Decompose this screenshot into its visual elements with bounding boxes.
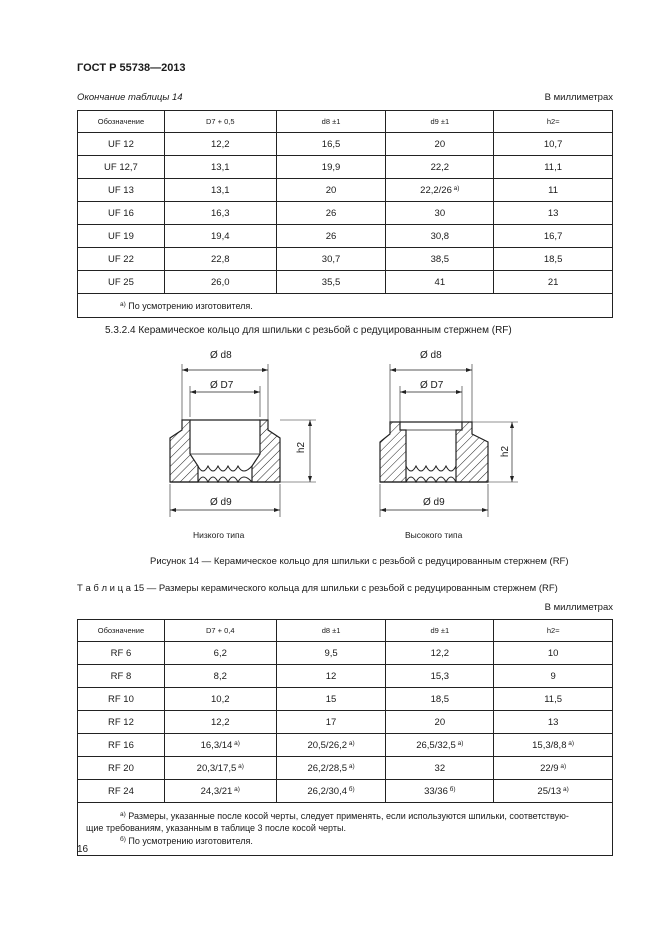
table-row xyxy=(78,133,613,156)
table-cell: 20 xyxy=(386,133,494,156)
table-cell: 32 xyxy=(386,757,494,780)
table-row xyxy=(78,271,613,294)
table-cell: 18,5 xyxy=(386,688,494,711)
table15-col-D7: D7 + 0,4 xyxy=(164,620,276,642)
table-cell: 16,7 xyxy=(494,225,613,248)
table14-col-h2: h2≈ xyxy=(494,111,613,133)
table-row xyxy=(78,202,613,225)
ring-high-type xyxy=(380,364,518,517)
table-cell: 30,8 xyxy=(386,225,494,248)
table-cell: RF 10 xyxy=(78,688,165,711)
table14-header-row xyxy=(78,111,613,133)
table-row xyxy=(78,757,613,780)
table14-body xyxy=(78,133,613,294)
table14-col-designation: Обозначение xyxy=(78,111,165,133)
dim-label-text: h2 xyxy=(296,441,308,454)
footnote-ref: a) xyxy=(561,785,569,793)
document-header: ГОСТ Р 55738—2013 xyxy=(77,62,186,74)
table-cell: 16,3 xyxy=(164,202,276,225)
low-dim-h2-label xyxy=(296,442,307,453)
table-cell: 22,2 xyxy=(386,156,494,179)
ring-low-type xyxy=(170,364,316,517)
table-cell: 20 xyxy=(276,179,386,202)
ring-wall-left xyxy=(380,422,406,482)
table-cell: 18,5 xyxy=(494,248,613,271)
section-title: 5.3.2.4 Керамическое кольцо для шпильки с резьбой с редуцированным стержнем (RF) xyxy=(105,325,512,336)
table14-footnote-text: По усмотрению изготовителя. xyxy=(128,300,253,311)
table-cell: 26 xyxy=(276,225,386,248)
table14 xyxy=(77,110,613,318)
table-row xyxy=(78,642,613,665)
table-cell: 33/36 $^{б)}$ xyxy=(386,780,494,803)
table15-footnotes xyxy=(78,803,613,856)
table-row xyxy=(78,780,613,803)
table15 xyxy=(77,619,613,856)
table-row xyxy=(78,179,613,202)
table-cell: 10 xyxy=(494,642,613,665)
dim-label-text: h2 xyxy=(500,445,512,458)
table-cell: 12,2 xyxy=(164,711,276,734)
table14-footnote xyxy=(78,294,613,318)
table14-caption: Окончание таблицы 14 xyxy=(77,92,183,103)
high-dim-h2-label xyxy=(500,446,511,457)
table15-caption: Т а б л и ц а 15 — Размеры керамического кольца для шпильки с резьбой с редуцированным стержнем (RF) xyxy=(77,583,558,594)
table-cell: 30,7 xyxy=(276,248,386,271)
table-row xyxy=(78,665,613,688)
table-cell: RF 6 xyxy=(78,642,165,665)
table-cell: 15,3/8,8 $^{a)}$ xyxy=(494,734,613,757)
dim-label-text: Ø D7 xyxy=(420,380,444,391)
ring-wall-left xyxy=(170,420,198,482)
table15-col-d8: d8 ±1 xyxy=(276,620,386,642)
figure-label-low-type: Низкого типа xyxy=(193,530,245,540)
table-cell: 19,4 xyxy=(164,225,276,248)
table-row xyxy=(78,225,613,248)
table-cell: 12,2 xyxy=(164,133,276,156)
table-cell: 13,1 xyxy=(164,156,276,179)
table-cell: 11,5 xyxy=(494,688,613,711)
table-cell: 16,3/14 $^{a)}$ xyxy=(164,734,276,757)
table15-footnote-row xyxy=(78,803,613,856)
table-cell: 26 xyxy=(276,202,386,225)
table15-col-h2: h2≈ xyxy=(494,620,613,642)
ring-serration-bottom xyxy=(198,477,252,482)
table-cell: 10,7 xyxy=(494,133,613,156)
dim-label-text: Ø D7 xyxy=(210,380,234,391)
footnote-text: Размеры, указанные после косой черты, следует применять, если используются шпильки, соответствую- xyxy=(128,811,569,821)
table-cell: 12 xyxy=(276,665,386,688)
table-cell: 16,5 xyxy=(276,133,386,156)
footnote-text: По усмотрению изготовителя. xyxy=(128,836,253,846)
table-row xyxy=(78,156,613,179)
table-cell: 13 xyxy=(494,202,613,225)
table-cell: 11,1 xyxy=(494,156,613,179)
table15-header-row xyxy=(78,620,613,642)
table-cell: 38,5 xyxy=(386,248,494,271)
footnote-ref: a) xyxy=(232,785,240,793)
table-cell: 22/9 $^{a)}$ xyxy=(494,757,613,780)
table15-footnote-a-cont: щие требованиям, указанным в таблице 3 после косой черты. xyxy=(86,823,346,833)
low-dim-d8-label xyxy=(210,350,232,361)
table-cell: 10,2 xyxy=(164,688,276,711)
ring-wall-right xyxy=(456,422,488,482)
table-cell: UF 12,7 xyxy=(78,156,165,179)
table-cell: 9,5 xyxy=(276,642,386,665)
footnote-ref: б) xyxy=(447,785,456,793)
table-cell: 9 xyxy=(494,665,613,688)
table-cell: UF 19 xyxy=(78,225,165,248)
table-cell: 26,5/32,5 $^{a)}$ xyxy=(386,734,494,757)
table14-col-d9: d9 ±1 xyxy=(386,111,494,133)
table14-col-D7: D7 + 0,5 xyxy=(164,111,276,133)
table-cell: 41 xyxy=(386,271,494,294)
table-cell: 19,9 xyxy=(276,156,386,179)
table-cell: UF 13 xyxy=(78,179,165,202)
table-cell: UF 25 xyxy=(78,271,165,294)
footnote-ref: a) xyxy=(455,739,464,747)
table-cell: 25/13 $^{a)}$ xyxy=(494,780,613,803)
table-cell: 26,2/30,4 $^{б)}$ xyxy=(276,780,386,803)
table-cell: 8,2 xyxy=(164,665,276,688)
table-cell: 20 xyxy=(386,711,494,734)
table-cell: 12,2 xyxy=(386,642,494,665)
footnote-ref: a) xyxy=(566,739,575,747)
table-cell: UF 16 xyxy=(78,202,165,225)
page-number: 16 xyxy=(77,844,89,855)
high-dim-D7-label xyxy=(420,380,443,391)
table-cell: 15 xyxy=(276,688,386,711)
high-dim-d8-label xyxy=(420,350,442,361)
table-cell: 26,0 xyxy=(164,271,276,294)
table-row xyxy=(78,688,613,711)
table-cell: 24,3/21 $^{a)}$ xyxy=(164,780,276,803)
table14-footnote-mark: a) xyxy=(120,300,126,308)
figure14-drawing xyxy=(150,342,530,532)
dim-label-text: Ø d9 xyxy=(423,497,445,508)
table-cell: 13 xyxy=(494,711,613,734)
table-cell: RF 24 xyxy=(78,780,165,803)
ring-serration-bottom xyxy=(406,477,456,482)
table-cell: 30 xyxy=(386,202,494,225)
low-dim-d9-label xyxy=(210,497,232,508)
low-dim-D7-label xyxy=(210,380,233,391)
footnote-ref: a) xyxy=(347,762,355,770)
footnote-ref: a) xyxy=(232,739,240,747)
footnote-ref: a) xyxy=(347,739,355,747)
table-cell: RF 12 xyxy=(78,711,165,734)
dim-label-text: Ø d9 xyxy=(210,497,232,508)
table15-footnote-a xyxy=(120,809,604,822)
table-cell: UF 12 xyxy=(78,133,165,156)
table-cell: 21 xyxy=(494,271,613,294)
table-cell: 26,2/28,5 $^{a)}$ xyxy=(276,757,386,780)
figure14-caption: Рисунок 14 — Керамическое кольцо для шпильки с резьбой с редуцированным стержнем (RF) xyxy=(150,556,569,567)
footnote-mark: б) xyxy=(120,836,126,843)
table-cell: RF 8 xyxy=(78,665,165,688)
table14-footnote-row xyxy=(78,294,613,318)
ring-wall-right xyxy=(252,420,280,482)
table15-footnote-b xyxy=(120,834,604,847)
table-cell: 22,2/26 $^{a)}$ xyxy=(386,179,494,202)
table-row xyxy=(78,248,613,271)
figure-label-high-type: Высокого типа xyxy=(405,530,463,540)
table-cell: 11 xyxy=(494,179,613,202)
footnote-ref: a) xyxy=(558,762,567,770)
table-cell: RF 20 xyxy=(78,757,165,780)
table-row xyxy=(78,734,613,757)
table14-col-d8: d8 ±1 xyxy=(276,111,386,133)
table-cell: 17 xyxy=(276,711,386,734)
table15-units: В миллиметрах xyxy=(544,602,613,613)
footnote-ref: б) xyxy=(347,785,355,793)
table-cell: RF 16 xyxy=(78,734,165,757)
table-cell: 13,1 xyxy=(164,179,276,202)
table-cell: 15,3 xyxy=(386,665,494,688)
footnote-ref: a) xyxy=(236,762,244,770)
table14-units: В миллиметрах xyxy=(544,92,613,103)
dim-label-text: Ø d8 xyxy=(420,350,442,361)
table-cell: 6,2 xyxy=(164,642,276,665)
table-cell: 20,5/26,2 $^{a)}$ xyxy=(276,734,386,757)
high-dim-d9-label xyxy=(423,497,445,508)
dim-label-text: Ø d8 xyxy=(210,350,232,361)
table15-col-designation: Обозначение xyxy=(78,620,165,642)
table-cell: 22,8 xyxy=(164,248,276,271)
footnote-ref: a) xyxy=(451,184,460,192)
table-cell: 20,3/17,5 $^{a)}$ xyxy=(164,757,276,780)
table-row xyxy=(78,711,613,734)
table15-col-d9: d9 ±1 xyxy=(386,620,494,642)
table-cell: UF 22 xyxy=(78,248,165,271)
footnote-mark: a) xyxy=(120,811,126,818)
ring-serration-top xyxy=(198,466,252,471)
ring-serration-top xyxy=(406,466,456,471)
table-cell: 35,5 xyxy=(276,271,386,294)
table15-body xyxy=(78,642,613,803)
